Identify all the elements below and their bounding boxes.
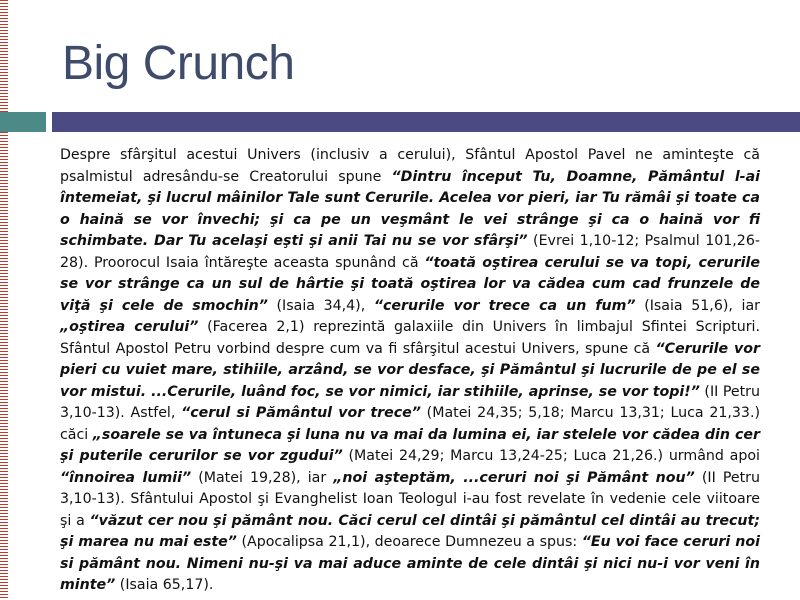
- scripture-quote: “înnoirea lumii”: [60, 469, 192, 486]
- paragraph-text: (Apocalipsa 21,1), deoarece Dumnezeu a spus:: [236, 534, 582, 550]
- paragraph-text: (II Petru 3,10-13). Sfântului Apostol şi Evanghelist Ioan Teologul i-au fost revelate în vedenie cele viitoare şi a: [60, 469, 760, 529]
- paragraph-text: (Evrei 1,10-12; Psalmul 101,26-28). Proorocul Isaia întăreşte aceasta spunând că: [60, 233, 760, 271]
- paragraph-text: (Isaia 34,4),: [267, 297, 374, 314]
- slide-body-paragraph: [60, 145, 760, 597]
- paragraph-text: (Matei 24,35; 5,18; Marcu 13,31; Luca 21,33.) căci: [60, 405, 760, 443]
- slide-title: Big Crunch: [62, 37, 295, 90]
- paragraph-text: (Facerea 2,1) reprezintă galaxiile din Univers în limbajul Sfintei Scripturi. Sfântul Apostol Petru vorbind despre cum va fi sfârşitul acestui Univers, spune că: [60, 319, 760, 357]
- scripture-quote: “Eu voi face ceruri noi si pământ nou. Nimeni nu-şi va mai aduce aminte de cele dintâi şi nici nu-i vor veni în minte”: [60, 534, 760, 593]
- title-underline-accent: [0, 112, 46, 132]
- scripture-quote: „soarele se va întuneca şi luna nu va mai da lumina ei, iar stelele vor cădea din cer şi puterile cerurilor se vor zgudui”: [60, 426, 760, 464]
- paragraph-text: (Matei 19,28), iar: [191, 469, 334, 486]
- paragraph-text: (Isaia 65,17).: [115, 577, 214, 593]
- paragraph-text: (II Petru 3,10-13). Astfel,: [60, 383, 760, 421]
- scripture-quote: “toată oştirea cerului se va topi, cerurile se vor strânge ca un sul de hârtie şi toată oştirea lor va cădea cum cad frunzele de viţă şi cele de smochin”: [60, 254, 760, 314]
- scripture-quote: “cerul si Pământul vor trece”: [181, 405, 421, 421]
- scripture-quote: “cerurile vor trece ca un fum”: [373, 297, 636, 314]
- left-striped-border: [0, 0, 8, 600]
- scripture-quote: “văzut cer nou şi pământ nou. Căci cerul cel dintâi şi pământul cel dintâi au trecut; şi marea nu mai este”: [60, 512, 760, 550]
- scripture-quote: „oştirea cerului”: [60, 319, 199, 335]
- paragraph-text: (Isaia 51,6), iar: [635, 297, 760, 314]
- scripture-quote: “Dintru început Tu, Doamne, Pământul l-ai întemeiat, şi lucrul mâinilor Tale sunt Cerurile. Acelea vor pieri, iar Tu rămâi şi toate ca o haină se vor învechi; şi ca pe un veşmânt le vei strânge şi ca o haină vor fi schimbate. Dar Tu acelaşi eşti şi anii Tai nu se vor sfârşi”: [60, 168, 761, 249]
- scripture-quote: “Cerurile vor pieri cu vuiet mare, stihiile, arzând, se vor desface, şi Pământul şi lucrurile de pe el se vor mistui. ...Cerurile, luând foc, se vor nimici, iar stihiile, aprinse, se vor topi!”: [60, 340, 760, 400]
- paragraph-text: (Matei 24,29; Marcu 13,24-25; Luca 21,26.) urmând apoi: [342, 448, 760, 464]
- scripture-quote: „noi aşteptăm, ...ceruri noi şi Pământ nou”: [333, 469, 695, 486]
- paragraph-text: Despre sfârşitul acestui Univers (inclusiv a cerului), Sfântul Apostol Pavel ne aminteşte că psalmistul adresându-se Creatorului spune: [60, 147, 760, 185]
- title-underline-bar: [52, 112, 800, 132]
